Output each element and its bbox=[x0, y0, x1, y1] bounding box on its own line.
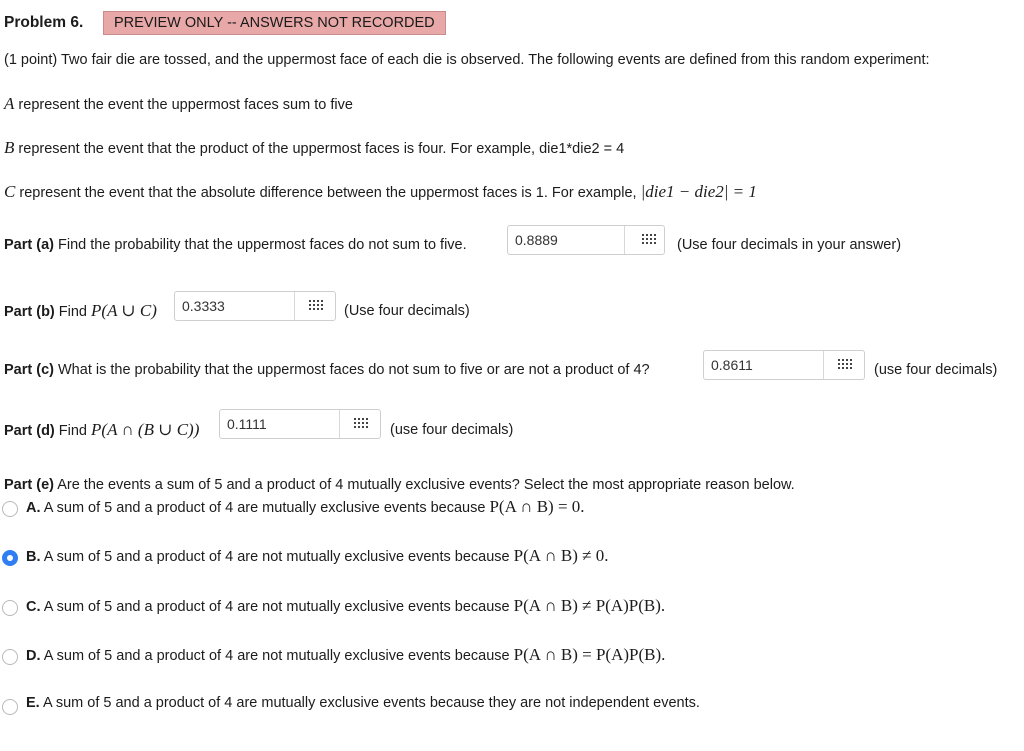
part-b-answer-input[interactable]: 0.3333 bbox=[182, 298, 225, 314]
part-b-label: Part (b) bbox=[4, 304, 55, 320]
option-b-letter: B. bbox=[26, 549, 41, 565]
option-a-text: A sum of 5 and a product of 4 are mutually exclusive events because bbox=[43, 500, 486, 516]
part-c-answer-box bbox=[703, 350, 865, 380]
part-a-answer-input[interactable]: 0.8889 bbox=[515, 232, 558, 248]
equation-editor-icon[interactable] bbox=[642, 234, 656, 246]
part-d-answer-input[interactable]: 0.1111 bbox=[227, 416, 267, 432]
part-a-answer-box bbox=[507, 225, 665, 255]
option-d bbox=[26, 645, 665, 665]
option-c-text: A sum of 5 and a product of 4 are not mutually exclusive events because bbox=[43, 599, 510, 615]
event-a-definition bbox=[4, 94, 353, 114]
event-c-definition bbox=[4, 182, 757, 202]
part-e-label: Part (e) bbox=[4, 477, 54, 493]
event-b-definition bbox=[4, 138, 624, 158]
part-b-question bbox=[4, 301, 157, 321]
option-e-text: A sum of 5 and a product of 4 are mutually exclusive events because they are not independent events. bbox=[42, 695, 700, 711]
part-a-text: Find the probability that the uppermost faces do not sum to five. bbox=[58, 237, 467, 253]
event-b-symbol: B bbox=[4, 138, 15, 157]
part-d-question bbox=[4, 420, 199, 440]
preview-banner: PREVIEW ONLY -- ANSWERS NOT RECORDED bbox=[103, 11, 446, 35]
event-c-formula: |die1 − die2| = 1 bbox=[640, 182, 757, 201]
option-d-text: A sum of 5 and a product of 4 are not mutually exclusive events because bbox=[43, 648, 510, 664]
part-d-text: Find bbox=[58, 423, 87, 439]
option-b bbox=[26, 546, 608, 566]
option-a-radio[interactable] bbox=[2, 501, 18, 517]
option-d-radio[interactable] bbox=[2, 649, 18, 665]
part-a-hint: (Use four decimals in your answer) bbox=[677, 237, 902, 253]
equation-editor-icon[interactable] bbox=[838, 359, 852, 371]
option-d-letter: D. bbox=[26, 648, 41, 664]
part-d-hint: (use four decimals) bbox=[390, 422, 514, 438]
part-c-text: What is the probability that the uppermost faces do not sum to five or are not a product of 4? bbox=[58, 362, 650, 378]
option-e bbox=[26, 695, 700, 711]
part-d-answer-box bbox=[219, 409, 381, 439]
part-c-answer-input[interactable]: 0.8611 bbox=[711, 357, 753, 373]
part-a-label: Part (a) bbox=[4, 237, 54, 253]
option-a-letter: A. bbox=[26, 500, 41, 516]
option-e-radio[interactable] bbox=[2, 699, 18, 715]
option-c bbox=[26, 596, 665, 616]
event-c-symbol: C bbox=[4, 182, 16, 201]
problem-intro: (1 point) Two fair die are tossed, and the uppermost face of each die is observed. The following events are defined from this random experiment: bbox=[4, 52, 930, 68]
part-d-label: Part (d) bbox=[4, 423, 55, 439]
option-b-radio[interactable] bbox=[2, 550, 18, 566]
option-c-letter: C. bbox=[26, 599, 41, 615]
part-b-formula: P(A ∪ C) bbox=[91, 301, 157, 320]
part-c-hint: (use four decimals) bbox=[874, 362, 998, 378]
event-a-symbol: A bbox=[4, 94, 15, 113]
part-a-question bbox=[4, 237, 467, 253]
option-c-formula: P(A ∩ B) ≠ P(A)P(B). bbox=[513, 596, 666, 615]
part-c-question bbox=[4, 362, 650, 378]
part-b-text: Find bbox=[58, 304, 87, 320]
equation-editor-icon[interactable] bbox=[354, 418, 368, 430]
part-b-answer-box bbox=[174, 291, 336, 321]
event-b-text: represent the event that the product of the uppermost faces is four. For example, die1*die2 = 4 bbox=[18, 141, 625, 157]
part-b-hint: (Use four decimals) bbox=[344, 303, 470, 319]
part-e-text: Are the events a sum of 5 and a product of 4 mutually exclusive events? Select the most appropriate reason below. bbox=[57, 477, 795, 493]
part-d-formula: P(A ∩ (B ∪ C)) bbox=[91, 420, 200, 439]
part-e-question bbox=[4, 477, 795, 493]
option-e-letter: E. bbox=[26, 695, 40, 711]
part-c-label: Part (c) bbox=[4, 362, 54, 378]
problem-title: Problem 6. bbox=[4, 14, 84, 31]
option-a bbox=[26, 497, 585, 517]
event-a-text: represent the event the uppermost faces sum to five bbox=[18, 97, 353, 113]
equation-editor-icon[interactable] bbox=[309, 300, 323, 312]
option-a-formula: P(A ∩ B) = 0. bbox=[489, 497, 585, 516]
option-d-formula: P(A ∩ B) = P(A)P(B). bbox=[513, 645, 666, 664]
event-c-text: represent the event that the absolute difference between the uppermost faces is 1. For example, bbox=[19, 185, 637, 201]
option-c-radio[interactable] bbox=[2, 600, 18, 616]
option-b-text: A sum of 5 and a product of 4 are not mutually exclusive events because bbox=[43, 549, 510, 565]
option-b-formula: P(A ∩ B) ≠ 0. bbox=[513, 546, 609, 565]
